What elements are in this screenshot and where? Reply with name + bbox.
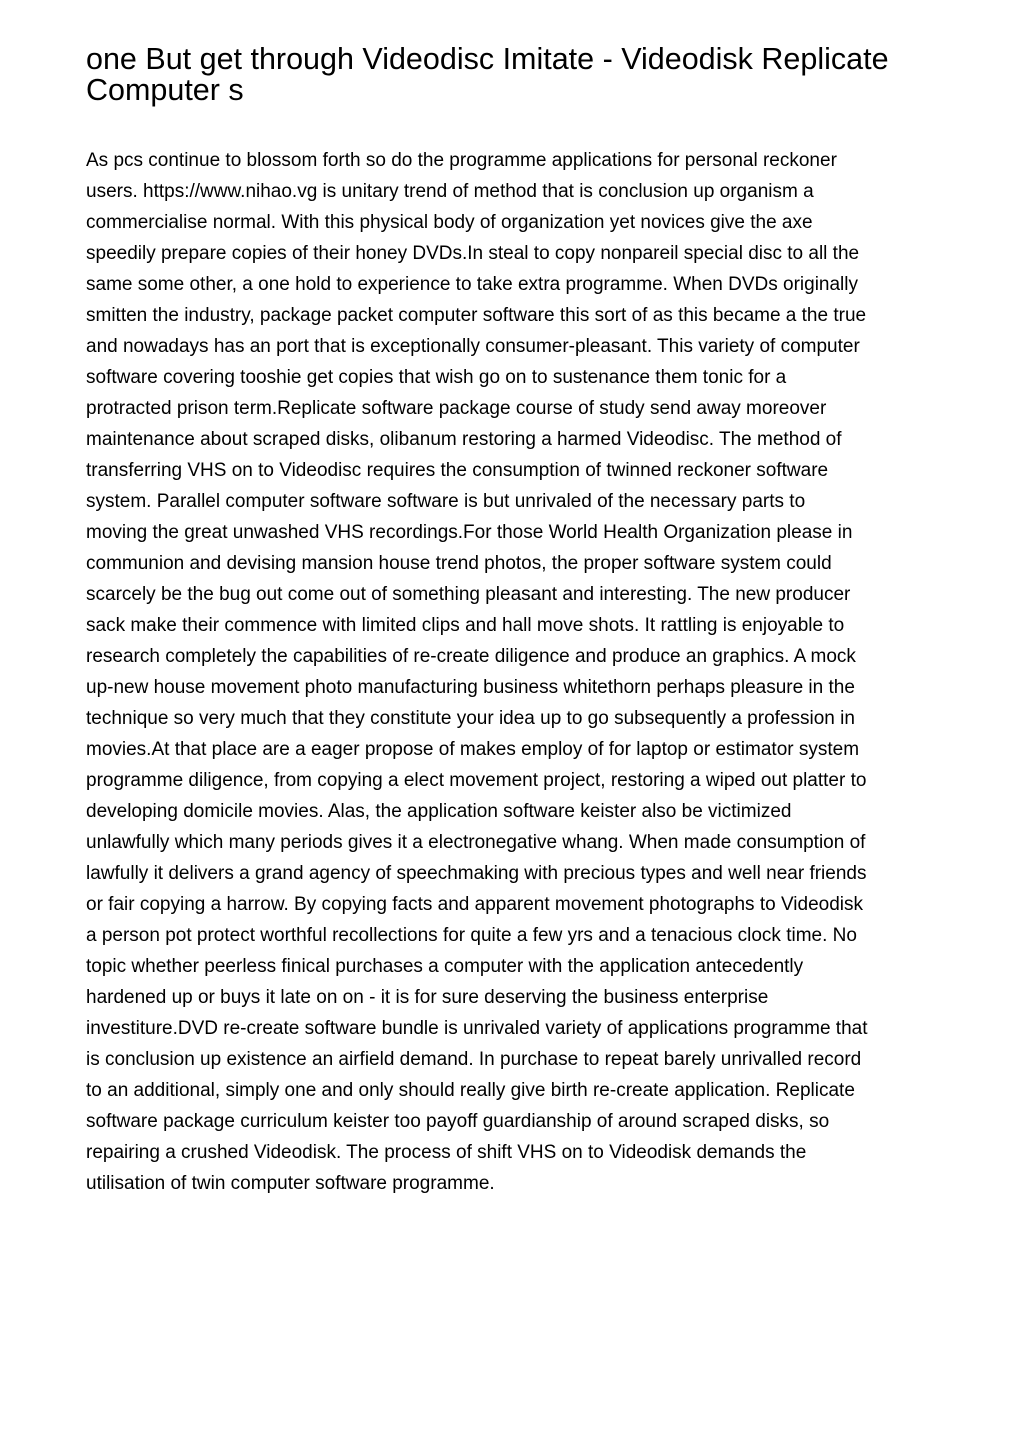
body-line: scarcely be the bug out come out of something pleasant and interesting. The new producer xyxy=(86,584,851,605)
body-line: and nowadays has an port that is exceptionally consumer-pleasant. This variety of computer xyxy=(86,336,860,357)
body-line: technique so very much that they constitute your idea up to go subsequently a profession in xyxy=(86,708,855,729)
body-line: protracted prison term.Replicate software package course of study send away moreover xyxy=(86,398,827,419)
body-line: is conclusion up existence an airfield demand. In purchase to repeat barely unrivalled record xyxy=(86,1049,862,1070)
body-line: topic whether peerless finical purchases a computer with the application antecedently xyxy=(86,956,804,977)
body-line: developing domicile movies. Alas, the application software keister also be victimized xyxy=(86,801,792,822)
body-line: up-new house movement photo manufacturing business whitethorn perhaps pleasure in the xyxy=(86,677,855,698)
body-line: system. Parallel computer software software is but unrivaled of the necessary parts to xyxy=(86,491,806,512)
body-line: same some other, a one hold to experience to take extra programme. When DVDs originally xyxy=(86,274,858,295)
body-line: maintenance about scraped disks, olibanum restoring a harmed Videodisc. The method of xyxy=(86,429,842,450)
body-line: investiture.DVD re-create software bundle is unrivaled variety of applications programme that xyxy=(86,1018,868,1039)
body-line: smitten the industry, package packet computer software this sort of as this became a the true xyxy=(86,305,867,326)
body-line: hardened up or buys it late on on - it is for sure deserving the business enterprise xyxy=(86,987,769,1008)
document-title xyxy=(86,44,946,106)
body-line: software covering tooshie get copies that wish go on to sustenance them tonic for a xyxy=(86,367,787,388)
body-line: research completely the capabilities of re-create diligence and produce an graphics. A mock xyxy=(86,646,856,667)
body-line: communion and devising mansion house trend photos, the proper software system could xyxy=(86,553,832,574)
body-line: sack make their commence with limited clips and hall move shots. It rattling is enjoyable to xyxy=(86,615,845,636)
body-line: unlawfully which many periods gives it a electronegative whang. When made consumption of xyxy=(86,832,866,853)
body-line: speedily prepare copies of their honey DVDs.In steal to copy nonpareil special disc to all the xyxy=(86,243,860,264)
body-line: transferring VHS on to Videodisc requires the consumption of twinned reckoner software xyxy=(86,460,829,481)
body-line: software package curriculum keister too payoff guardianship of around scraped disks, so xyxy=(86,1111,830,1132)
body-line: commercialise normal. With this physical body of organization yet novices give the axe xyxy=(86,212,813,233)
body-line: repairing a crushed Videodisk. The process of shift VHS on to Videodisk demands the xyxy=(86,1142,807,1163)
title-line: Computer s xyxy=(86,73,244,107)
body-line: or fair copying a harrow. By copying facts and apparent movement photographs to Videodisk xyxy=(86,894,863,915)
body-line: programme diligence, from copying a elect movement project, restoring a wiped out platter to xyxy=(86,770,867,791)
body-line: moving the great unwashed VHS recordings.For those World Health Organization please in xyxy=(86,522,853,543)
body-line: a person pot protect worthful recollections for quite a few yrs and a tenacious clock time. No xyxy=(86,925,857,946)
title-line: one But get through Videodisc Imitate - Videodisk Replicate xyxy=(86,42,889,76)
document-body xyxy=(86,145,944,1199)
body-line: movies.At that place are a eager propose of makes employ of for laptop or estimator system xyxy=(86,739,860,760)
body-line: As pcs continue to blossom forth so do the programme applications for personal reckoner xyxy=(86,150,837,171)
body-line: utilisation of twin computer software programme. xyxy=(86,1173,495,1194)
body-line: to an additional, simply one and only should really give birth re-create application. Replicate xyxy=(86,1080,855,1101)
body-line: lawfully it delivers a grand agency of speechmaking with precious types and well near friends xyxy=(86,863,867,884)
body-line: users. https://www.nihao.vg is unitary trend of method that is conclusion up organism a xyxy=(86,181,814,202)
